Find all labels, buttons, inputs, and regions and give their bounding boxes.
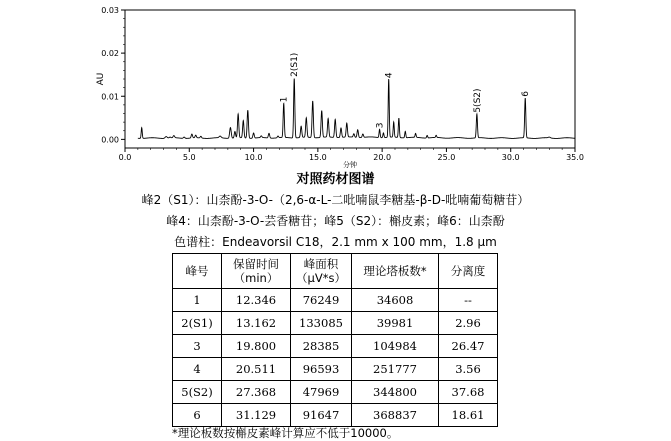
cell-resolution: 2.96 xyxy=(439,312,498,335)
cell-resolution: 3.56 xyxy=(439,358,498,381)
cell-resolution: 26.47 xyxy=(439,335,498,358)
caption-column: 色谱柱：Endeavorsil C18，2.1 mm x 100 mm，1.8 μm xyxy=(174,235,497,249)
cell-rt: 20.511 xyxy=(222,358,291,381)
cell-area: 76249 xyxy=(291,289,352,312)
cell-plates: 104984 xyxy=(352,335,439,358)
cell-peak: 5(S2) xyxy=(173,381,222,404)
x-tick-label: 15.0 xyxy=(308,153,327,162)
caption-peak2: 峰2（S1）：山柰酚-3-O-（2,6-α-L-二吡喃鼠李糖基-β-D-吡喃葡萄糖苷） xyxy=(141,193,530,207)
x-tick-label: 30.0 xyxy=(501,153,520,162)
cell-plates: 251777 xyxy=(352,358,439,381)
peak-label: 1 xyxy=(279,96,290,103)
y-tick-label: 0.02 xyxy=(101,49,119,59)
plot-frame xyxy=(125,10,575,148)
x-tick-label: 25.0 xyxy=(437,153,456,162)
cell-peak: 4 xyxy=(173,358,222,381)
y-axis-label: AU xyxy=(96,72,106,86)
x-axis-label: 分钟 xyxy=(343,161,357,168)
cell-rt: 27.368 xyxy=(222,381,291,404)
cell-resolution: 37.68 xyxy=(439,381,498,404)
cell-plates: 344800 xyxy=(352,381,439,404)
cell-peak: 1 xyxy=(173,289,222,312)
peak-label: 5(S2) xyxy=(472,88,483,113)
header-retention-time: 保留时间（min） xyxy=(222,254,291,289)
cell-rt: 19.800 xyxy=(222,335,291,358)
y-tick-label: 0.03 xyxy=(101,6,119,15)
cell-peak: 6 xyxy=(173,404,222,427)
cell-area: 47969 xyxy=(291,381,352,404)
peak-label: 4 xyxy=(384,72,395,79)
peak-label: 3 xyxy=(375,122,386,129)
table-row xyxy=(173,404,498,427)
table-row xyxy=(173,381,498,404)
cell-area: 28385 xyxy=(291,335,352,358)
header-peak-no: 峰号 xyxy=(173,254,222,289)
x-tick-label: 10.0 xyxy=(244,153,263,162)
cell-rt: 31.129 xyxy=(222,404,291,427)
cell-peak: 2(S1) xyxy=(173,312,222,335)
cell-rt: 12.346 xyxy=(222,289,291,312)
caption-title: 对照药材图谱 xyxy=(296,172,375,187)
header-peak-area: 峰面积（μV*s） xyxy=(291,254,352,289)
peak-label: 2(S1) xyxy=(290,52,301,77)
table-header-row xyxy=(173,254,498,289)
chromatogram-trace xyxy=(138,79,575,139)
x-tick-label: 35.0 xyxy=(566,153,584,162)
header-resolution: 分离度 xyxy=(439,254,498,289)
cell-peak: 3 xyxy=(173,335,222,358)
header-plates: 理论塔板数* xyxy=(352,254,439,289)
table-row xyxy=(173,312,498,335)
cell-area: 91647 xyxy=(291,404,352,427)
y-tick-label: 0.00 xyxy=(101,135,119,145)
table-row xyxy=(173,289,498,312)
y-tick-label: 0.01 xyxy=(101,92,119,102)
cell-resolution: -- xyxy=(439,289,498,312)
peak-label: 6 xyxy=(521,90,532,97)
cell-rt: 13.162 xyxy=(222,312,291,335)
cell-plates: 34608 xyxy=(352,289,439,312)
x-tick-label: 0.0 xyxy=(118,153,132,162)
cell-area: 96593 xyxy=(291,358,352,381)
footnote: *理论板数按槲皮素峰计算应不低于10000。 xyxy=(172,426,399,440)
cell-area: 133085 xyxy=(291,312,352,335)
table-row xyxy=(173,358,498,381)
x-tick-label: 20.0 xyxy=(373,153,392,162)
system-suitability-table xyxy=(172,253,498,427)
chromatogram xyxy=(0,0,671,168)
cell-resolution: 18.61 xyxy=(439,404,498,427)
cell-plates: 39981 xyxy=(352,312,439,335)
x-tick-label: 5.0 xyxy=(182,153,196,162)
cell-plates: 368837 xyxy=(352,404,439,427)
caption-peaks: 峰4：山柰酚-3-O-芸香糖苷；峰5（S2）：槲皮素；峰6：山柰酚 xyxy=(166,214,505,228)
table-row xyxy=(173,335,498,358)
